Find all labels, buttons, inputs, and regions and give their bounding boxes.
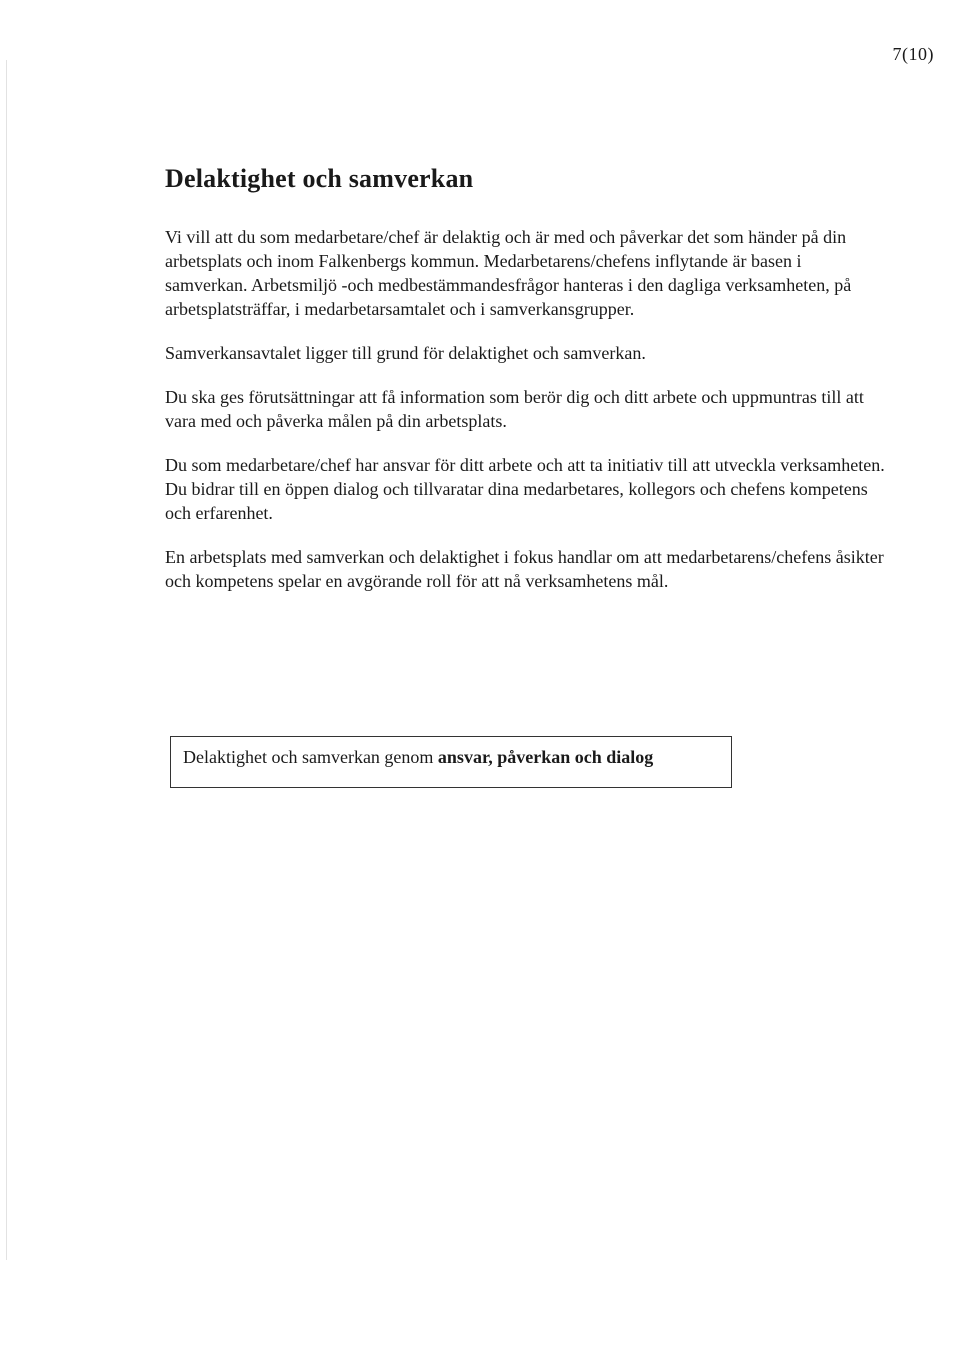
summary-callout-box [170, 736, 732, 788]
paragraph-intro: Vi vill att du som medarbetare/chef är delaktig och är med och påverkar det som händer på din arbetsplats och inom Falkenbergs kommun. Medarbetarens/chefens inflytande är basen i samverkan. Arbetsmiljö -och medbestämmandesfrågor hanteras i den dagliga verksamheten, på arbetsplatsträffar, i medarbetarsamtalet och i samverkansgrupper. [165, 227, 852, 319]
paragraph-responsibility: Du som medarbetare/chef har ansvar för ditt arbete och att ta initiativ till att utveckla verksamheten. Du bidrar till en öppen dialog och tillvaratar dina medarbetares, kollegors och chefens kompetens och erfarenhet. [165, 455, 885, 523]
paragraph-workplace: En arbetsplats med samverkan och delaktighet i fokus handlar om att medarbetarens/chefens åsikter och kompetens spelar en avgörande roll för att nå verksamhetens mål. [165, 547, 884, 591]
paragraph-agreement: Samverkansavtalet ligger till grund för delaktighet och samverkan. [165, 343, 646, 363]
callout-bold-text: ansvar, påverkan och dialog [437, 747, 654, 767]
scan-edge-mark [6, 60, 7, 1260]
page-number: 7(10) [892, 44, 934, 64]
document-body [165, 160, 885, 613]
paragraph-information: Du ska ges förutsättningar att få information som berör dig och ditt arbete och uppmuntras till att vara med och påverka målen på din arbetsplats. [165, 387, 864, 431]
callout-text: Delaktighet och samverkan genom [183, 747, 438, 767]
section-heading: Delaktighet och samverkan [165, 164, 474, 193]
